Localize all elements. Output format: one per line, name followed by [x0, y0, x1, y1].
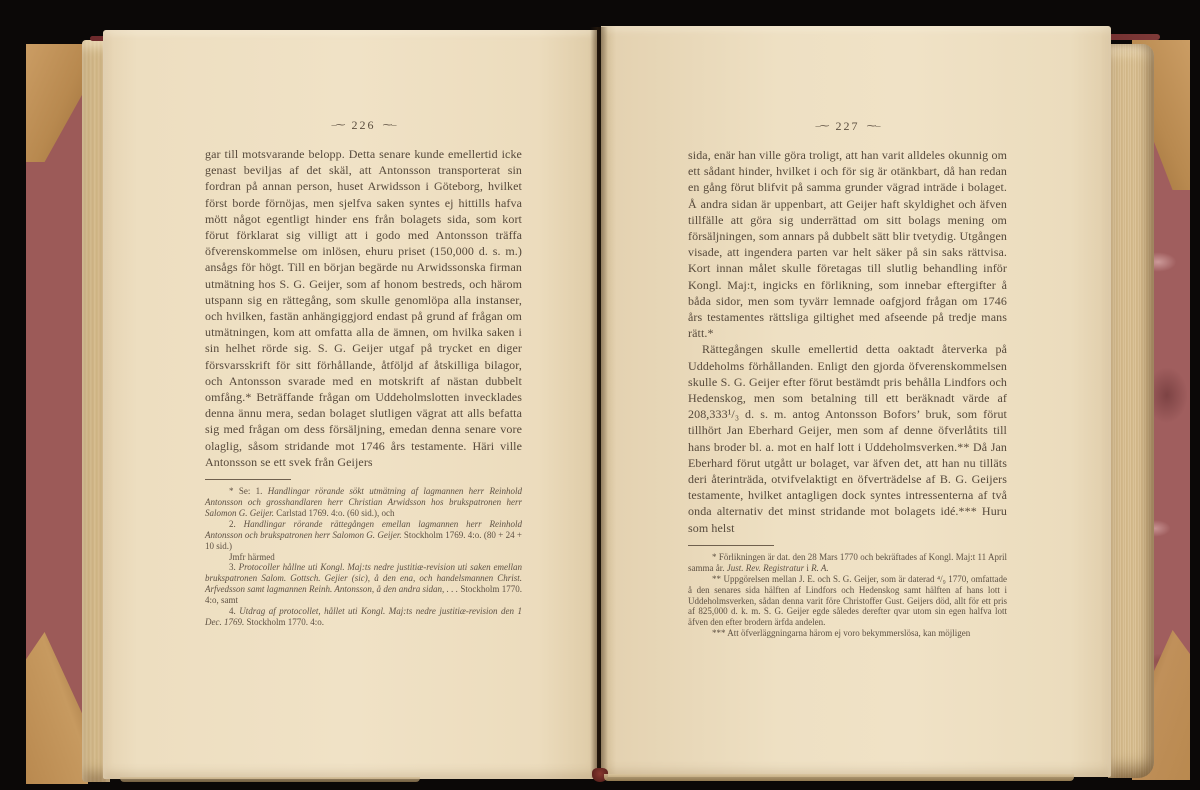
- right-page-number: [688, 119, 1007, 134]
- bottom-page-edge-left: [120, 777, 420, 782]
- footnote: [688, 628, 1007, 639]
- footnote-title-italic: Handlingar rörande rättegången emellan lagmannen herr Reinhold Antonsson och brukspatronen herr Salomon G. Geijer.: [205, 518, 522, 540]
- footnote-rule: [205, 479, 291, 480]
- left-cover-marbled-board: [26, 44, 88, 784]
- left-page-text-column: [205, 118, 522, 628]
- left-page-body: [205, 146, 522, 470]
- footnote-text: Stockholm 1769. 4:o. (80 + 24 + 10 sid.): [205, 529, 522, 551]
- body-paragraph: Rättegången skulle emellertid detta oaktadt återverka på Uddeholms förhållanden. Enligt den gjorda öfverenskommelsen skulle S. G. Geijer efter förut bestämdt pris behålla Lindfors och Hedenskog, men som betalning till ett beräknadt värde af 208,333¹/₃ d. s. m. antog Antonsson Bofors’ bruk, som förut tillhört Jan Eberhard Geijer, men som af denne öfverlåtits till hans broder bl. a. mot en half lott i Uddeholmsverken.** Då Jan Eberhard förut utgått ur bolaget, var äfven det, att han nu tilläts deri återinträda, otvifvelaktigt en öfverträdelse af B. G. Geijers testamente, hvilket antagligen dock syntes intressenterna af två onda alternativ det minst stridande mot bolagets idé.*** Huru som helst: [688, 342, 1007, 535]
- footnote-title-italic: Handlingar rörande sökt utmätning af lagmannen herr Reinhold Antonsson och grosshandlaren herr Christian Arwidsson hos brukspatronen herr Salomon G. Geijer.: [205, 486, 522, 518]
- footnote: [688, 574, 1007, 629]
- header-ornament-right: ⁓–: [866, 121, 880, 132]
- footnote-title-italic: Utdrag af protocollet, hållet uti Kongl. Maj:ts nedre justitiæ-revision den 1 Dec. 1769.: [205, 606, 523, 627]
- page-number-text: 226: [351, 118, 376, 132]
- footnote: [205, 552, 522, 563]
- footnote: [205, 606, 522, 628]
- footnote: [688, 552, 1007, 574]
- right-page-body: [688, 147, 1007, 536]
- footnote-title-italic: Just. Rev. Registratur: [726, 562, 805, 573]
- footnote-text: *** Att öfverläggningarna härom ej voro bekymmerslösa, kan möjligen: [712, 628, 971, 639]
- right-page-footnotes: [688, 552, 1007, 639]
- left-page-number: [205, 118, 522, 133]
- footnote-text: * Se: 1.: [229, 486, 268, 497]
- footnote-text: * Förlikningen är dat. den 28 Mars 1770 och bekräftades af Kongl. Maj:t 11 April samma år.: [688, 551, 1007, 573]
- header-ornament-right: ⁓–: [382, 120, 396, 131]
- footnote: [205, 562, 522, 606]
- bottom-page-edge-right: [604, 774, 1074, 781]
- book-gutter: [590, 27, 608, 778]
- footnote-text: ** Uppgörelsen mellan J. E. och S. G. Geijer, som är daterad ⁴/₉ 1770, omfattade å den senares sida hälften af Lindfors och Hedenskog samt hälften af hans lott i Uddeholmsverken, sådan denna varit före Christoffer Gust. Geijers död, allt för ett pris af 825,000 d. k. m. S. G. Geijer egde således derefter qvar utom sin egen halfva lott äfven den efter brodern ärfda andelen.: [688, 573, 1007, 628]
- footnote-title-italic: R. A.: [811, 562, 829, 573]
- footnote: [205, 519, 522, 552]
- footnote-title-italic: Protocoller hållne uti Kongl. Maj:ts nedre justitiæ-revision uti saken emellan brukspatronen Salom. Gottsch. Gejier (sic), å den ena, och handelsmannen Christ. Arfvedsson samt lagmannen Reinh. Antonsson, å den andra sidan, . . .: [205, 562, 523, 595]
- footnote-rule: [688, 545, 774, 546]
- header-ornament-left: –⁓: [815, 121, 829, 132]
- body-paragraph: gar till motsvarande belopp. Detta senare kunde emellertid icke genast beviljas af det skäl, att Antonsson transporterat sin fordran på annan person, huset Arwidsson i Göteborg, hvilket först borde förnöjas, men sjelfva saken syntes ej hittills hafva mött något egentligt hinder ens från bolagets sida, som kort förut förklarat sig villigt att i godo med Antonsson träffa öfverenskommelse om inlösen, ehuru priset (150,000 d. s. m.) ansågs för högt. Till en början begärde nu Arwidssonska firman utmätning hos S. G. Geijer, som af honom bestreds, och härom utspann sig en rättegång, som skulle genomlöpa alla instanser, och hvilken, fastän anhängiggjord endast på grund af frågan om utmätningen, kom att omfatta alla de ämnen, om hvilka saken i sin helhet rörde sig. S. G. Geijer utgaf på trycket en diger försvarsskrift för sitt förhållande, åtföljd af åtskilliga bilagor, och Antonsson svarade med en motskrift af nästan dubbelt omfång.* Beträffande frågan om Uddeholmslotten invecklades denna ännu mera, sedan bolaget slutligen vägrat att alls befatta sig med frågan om dess försäljning, emedan denna senare vore olaglig, såsom stridande mot 1746 års testamente. Häri ville Antonsson se ett svek från Geijers: [205, 147, 522, 469]
- left-page-footnotes: [205, 486, 522, 628]
- footnote-text: Stockholm 1770. 4:o, samt: [205, 584, 522, 606]
- footnote: [205, 486, 522, 519]
- footnote-text: Stockholm 1770. 4:o.: [244, 616, 325, 627]
- page-number-text: 227: [835, 119, 860, 133]
- footnote-text: 3.: [229, 562, 239, 573]
- right-page-text-column: [688, 119, 1007, 639]
- body-paragraph: sida, enär han ville göra troligt, att han varit alldeles okunnig om ett sådant hinder, hvilket i och för sig är otänkbart, då han redan en gång förut blifvit på samma grunder vägrad inträde i bolaget. Å andra sidan är uppenbart, att Geijer haft skyldighet och äfven tillfälle att göra sig underrättad om sitt bolags mening om försäljningen, som annars på dubbelt sätt blir tvetydig. Utgången visade, att ingendera parten var helt säker på sin saks rättvisa. Kort innan målet skulle företagas till slutlig behandling inför Kongl. Maj:t, ingicks en förlikning, som innebar eftergifter å båda sidor, men som tyvärr lemnade oafgjord frågan om 1746 års testamentes rättsliga giltighet med afseende på tredje mans rätt.*: [688, 148, 1007, 341]
- footnote-text: 4.: [229, 606, 240, 617]
- footnote-text: 2.: [229, 518, 244, 529]
- footnote-text: i: [804, 562, 812, 573]
- footnote-text: Jmfr härmed: [229, 551, 275, 562]
- footnote-text: Carlstad 1769. 4:o. (60 sid.), och: [274, 507, 395, 518]
- right-page-edges: [1108, 44, 1154, 778]
- header-ornament-left: –⁓: [331, 120, 345, 131]
